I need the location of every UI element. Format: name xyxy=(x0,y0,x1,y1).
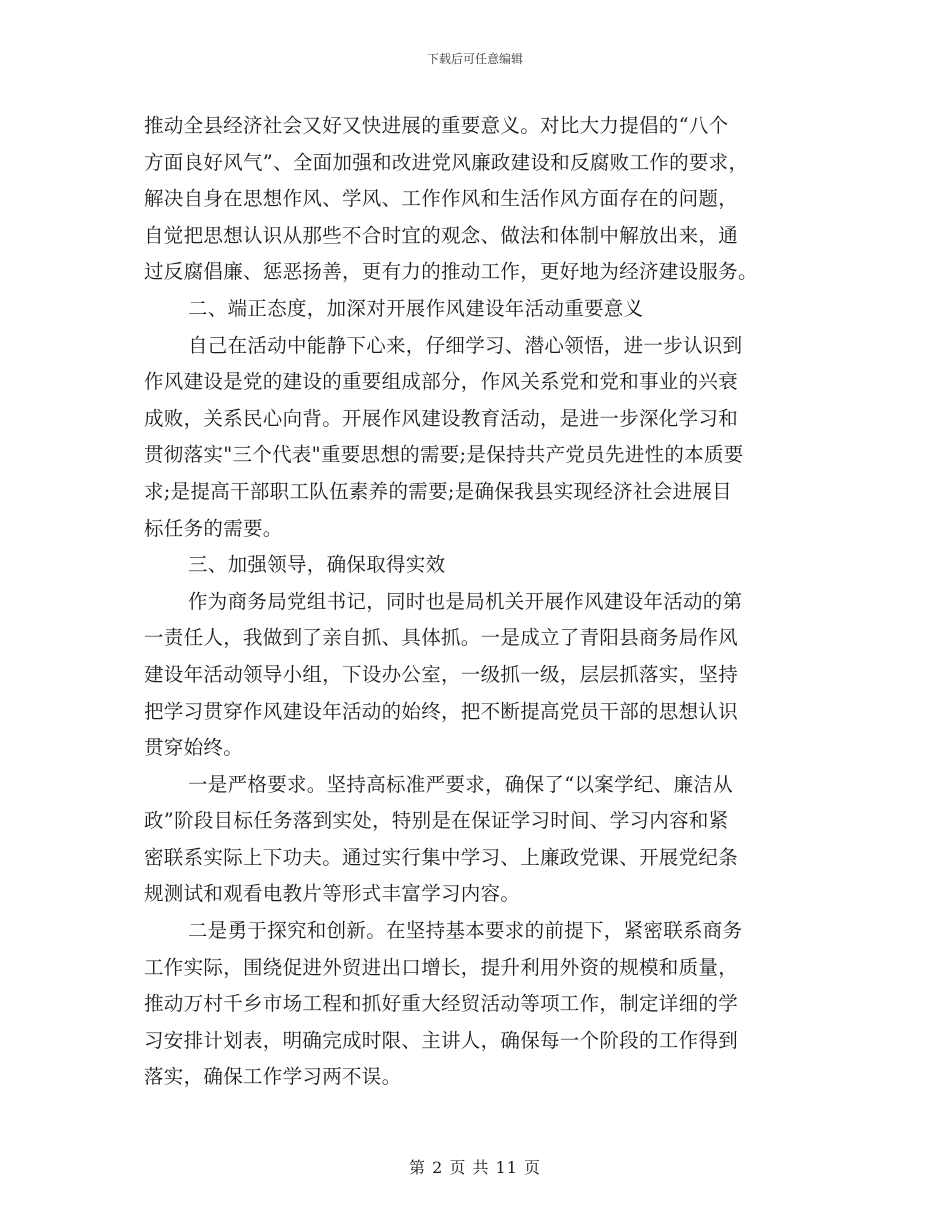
document-body xyxy=(144,108,814,1096)
text-line: 习安排计划表，明确完成时限、主讲人，确保每一个阶段的工作得到 xyxy=(144,1028,739,1052)
text-line: 自己在活动中能静下心来，仔细学习、潜心领悟，进一步认识到 xyxy=(188,333,743,357)
text-line: 工作实际，围绕促进外贸进出口增长，提升利用外资的规模和质量， xyxy=(144,955,739,979)
text-line: 密联系实际上下功夫。通过实行集中学习、上廉政党课、开展党纪条 xyxy=(144,845,739,869)
text-line: 二是勇于探究和创新。在坚持基本要求的前提下，紧密联系商务 xyxy=(188,919,743,943)
text-line: 建设年活动领导小组，下设办公室，一级抓一级，层层抓落实，坚持 xyxy=(144,662,739,686)
text-line: 作为商务局党组书记，同时也是局机关开展作风建设年活动的第 xyxy=(188,589,743,613)
page-header: 下载后可任意编辑 xyxy=(426,52,523,66)
text-line: 作风建设是党的建设的重要组成部分，作风关系党和党和事业的兴衰 xyxy=(144,370,739,394)
text-line: 标任务的需要。 xyxy=(144,516,283,540)
text-line: 方面良好风气”、全面加强和改进党风廉政建设和反腐败工作的要求， xyxy=(144,150,749,174)
text-line: 政”阶段目标任务落到实处，特别是在保证学习时间、学习内容和紧 xyxy=(144,809,729,833)
text-line: 落实，确保工作学习两不误。 xyxy=(144,1065,402,1089)
text-line: 自觉把思想认识从那些不合时宜的观念、做法和体制中解放出来，通 xyxy=(144,223,739,247)
text-line: 成败，关系民心向背。开展作风建设教育活动，是进一步深化学习和 xyxy=(144,406,739,430)
text-line: 推动万村千乡市场工程和抓好重大经贸活动等项工作，制定详细的学 xyxy=(144,992,739,1016)
text-line: 把学习贯穿作风建设年活动的始终，把不断提高党员干部的思想认识 xyxy=(144,699,739,723)
text-line: 推动全县经济社会又好又快进展的重要意义。对比大力提倡的“八个 xyxy=(144,114,729,137)
text-line: 三、加强领导，确保取得实效 xyxy=(188,553,446,577)
page-footer: 第 2 页 共 11 页 xyxy=(409,1158,541,1177)
text-line: 过反腐倡廉、惩恶扬善，更有力的推动工作，更好地为经济建设服务。 xyxy=(144,260,758,284)
text-line: 解决自身在思想作风、学风、工作作风和生活作风方面存在的问题， xyxy=(144,187,739,211)
text-line: 贯穿始终。 xyxy=(144,736,244,760)
text-line: 贯彻落实"三个代表"重要思想的需要;是保持共产党员先进性的本质要 xyxy=(144,443,744,467)
text-line: 二、端正态度，加深对开展作风建设年活动重要意义 xyxy=(188,296,644,320)
text-line: 一是严格要求。坚持高标准严要求，确保了“以案学纪、廉洁从 xyxy=(188,772,733,796)
text-line: 规测试和观看电教片等形式丰富学习内容。 xyxy=(144,882,521,906)
text-line: 一责任人，我做到了亲自抓、具体抓。一是成立了青阳县商务局作风 xyxy=(144,626,739,650)
text-line: 求;是提高干部职工队伍素养的需要;是确保我县实现经济社会进展目 xyxy=(144,479,732,503)
